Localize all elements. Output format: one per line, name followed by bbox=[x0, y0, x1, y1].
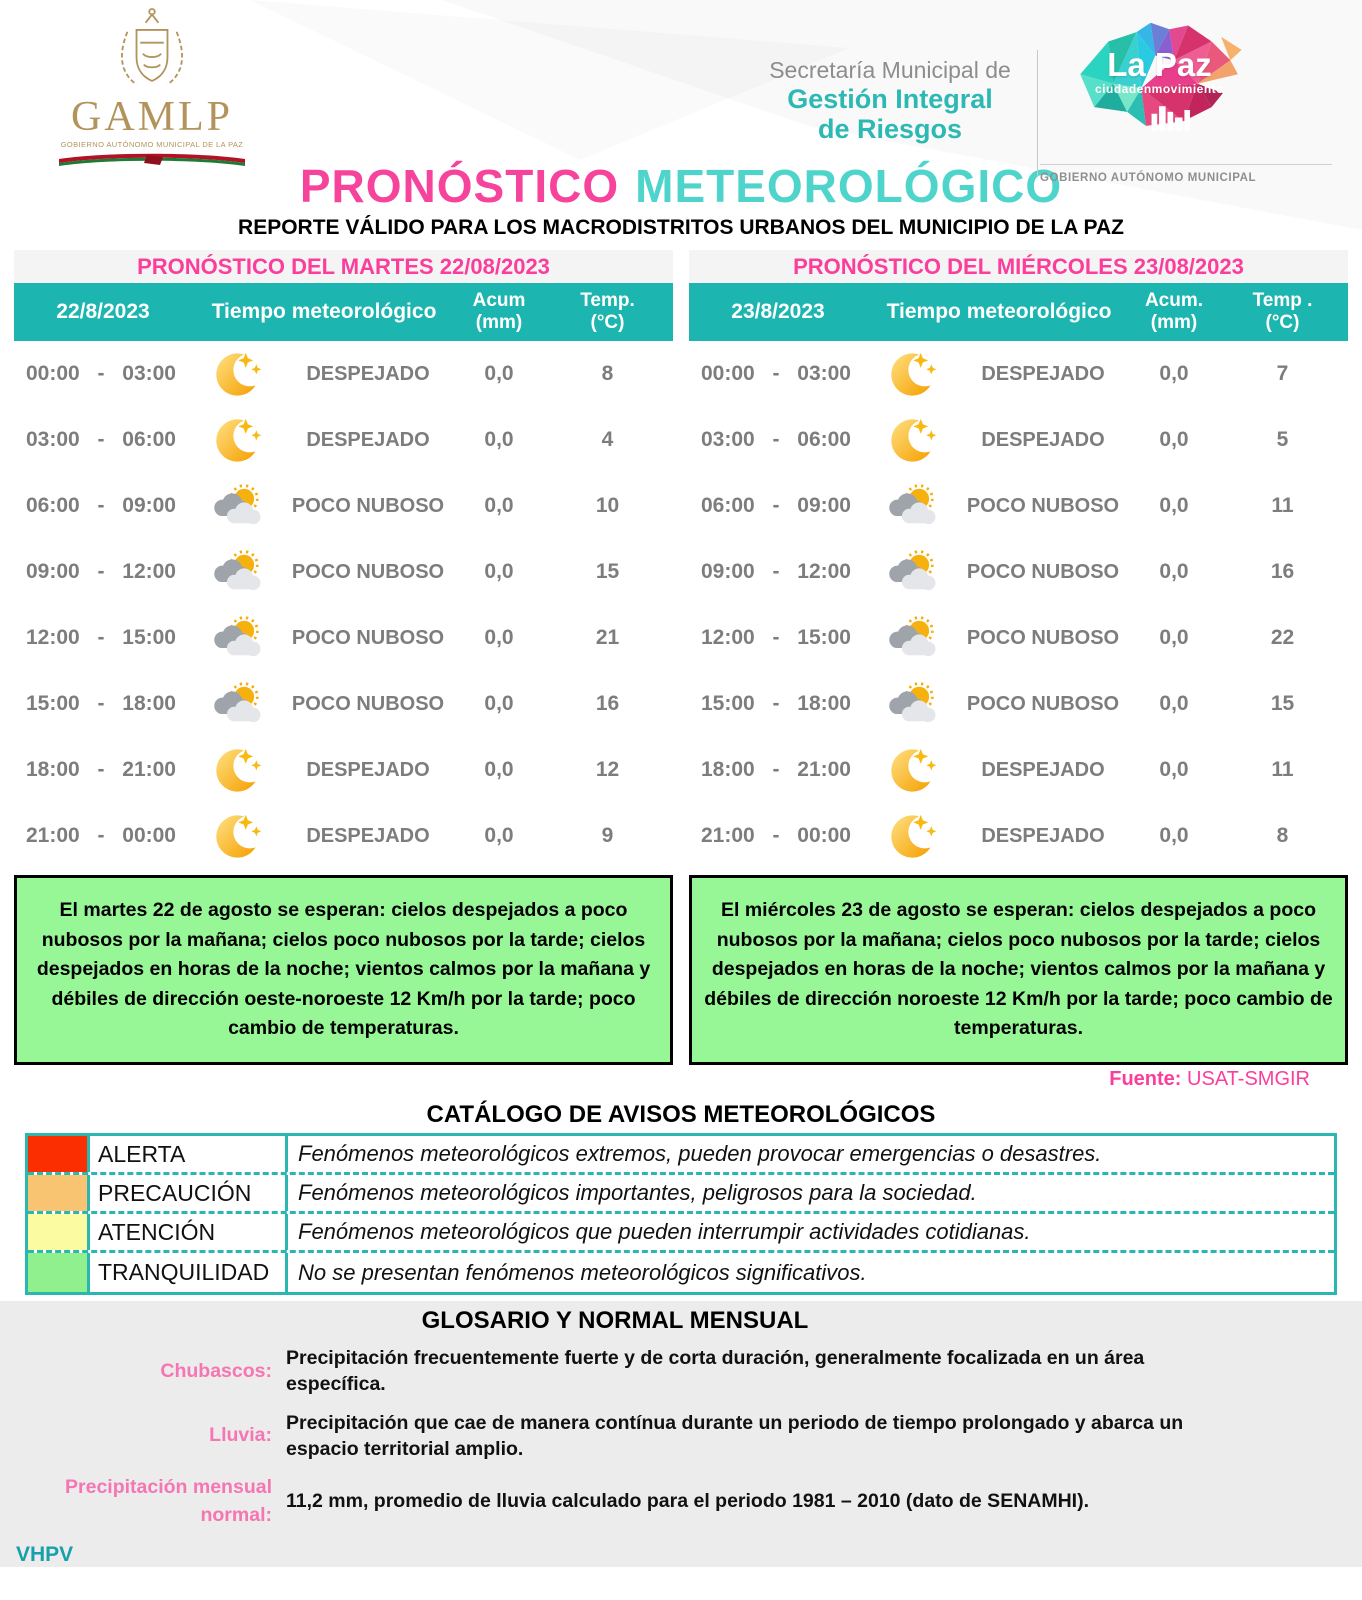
time-start: 18:00 bbox=[701, 758, 755, 781]
source-value: USAT-SMGIR bbox=[1187, 1068, 1310, 1090]
time-separator: - bbox=[772, 758, 780, 781]
forecast-column-wednesday bbox=[689, 250, 1348, 1065]
time-start: 06:00 bbox=[26, 494, 80, 517]
catalog-title: CATÁLOGO DE AVISOS METEOROLÓGICOS bbox=[426, 1101, 936, 1128]
weather-condition: POCO NUBOSO bbox=[291, 560, 445, 583]
page-title-part2: METEOROLÓGICO bbox=[635, 160, 1063, 212]
sun-clouds-icon bbox=[882, 681, 940, 727]
gobierno-caption: GOBIERNO AUTÓNOMO MUNICIPAL bbox=[1040, 164, 1332, 186]
time-range bbox=[689, 758, 867, 782]
time-end: 15:00 bbox=[122, 626, 176, 649]
weather-condition: DESPEJADO bbox=[306, 428, 430, 451]
summary-text: El martes 22 de agosto se esperan: cielos despejados a poco nubosos por la mañana; cielos poco nubosos por la tarde; cielos despejados en horas de la noche; vientos calmos por la mañana y débiles de dirección oeste-noroeste 12 Km/h por la tarde; poco cambio de temperaturas. bbox=[36, 898, 651, 1040]
temperature: 8 bbox=[1276, 824, 1289, 847]
alert-level-swatch bbox=[28, 1136, 90, 1172]
glossary-term: Lluvia: bbox=[209, 1424, 272, 1447]
weather-icon bbox=[867, 803, 955, 869]
weather-condition: DESPEJADO bbox=[981, 758, 1105, 781]
accumulated-precipitation: 0,0 bbox=[1159, 428, 1189, 451]
table-row bbox=[689, 341, 1348, 407]
glossary-entry bbox=[0, 1410, 1362, 1463]
weather-icon bbox=[192, 605, 280, 671]
forecast-table-wednesday bbox=[689, 283, 1348, 869]
time-start: 21:00 bbox=[26, 824, 80, 847]
weather-condition: POCO NUBOSO bbox=[966, 494, 1120, 517]
time-start: 21:00 bbox=[701, 824, 755, 847]
moon-stars-icon bbox=[210, 349, 262, 399]
time-separator: - bbox=[97, 758, 105, 781]
alert-level-description: Fenómenos meteorológicos importantes, peligrosos para la sociedad. bbox=[298, 1180, 977, 1205]
time-end: 00:00 bbox=[122, 824, 176, 847]
glossary-definition: Precipitación que cae de manera contínua durante un periodo de tiempo prolongado y abarca un espacio territorial amplio. bbox=[286, 1411, 1184, 1460]
weather-condition: POCO NUBOSO bbox=[966, 692, 1120, 715]
weather-icon bbox=[192, 341, 280, 407]
table-row bbox=[14, 341, 673, 407]
header-divider bbox=[1037, 50, 1038, 176]
sun-clouds-icon bbox=[207, 549, 265, 595]
weather-icon bbox=[867, 737, 955, 803]
accumulated-precipitation: 0,0 bbox=[1159, 362, 1189, 385]
secretaria-line2: Gestión Integral bbox=[787, 83, 993, 114]
lapaz-title: La Paz bbox=[1107, 46, 1212, 83]
table-row bbox=[689, 671, 1348, 737]
weather-icon bbox=[192, 737, 280, 803]
moon-stars-icon bbox=[210, 811, 262, 861]
time-range bbox=[689, 428, 867, 452]
sun-clouds-icon bbox=[207, 483, 265, 529]
time-end: 03:00 bbox=[797, 362, 851, 385]
weather-icon bbox=[867, 671, 955, 737]
weather-condition: DESPEJADO bbox=[306, 362, 430, 385]
time-start: 06:00 bbox=[701, 494, 755, 517]
table-row bbox=[689, 407, 1348, 473]
weather-condition: POCO NUBOSO bbox=[291, 692, 445, 715]
time-start: 18:00 bbox=[26, 758, 80, 781]
time-separator: - bbox=[772, 494, 780, 517]
time-start: 00:00 bbox=[701, 362, 755, 385]
weather-icon bbox=[867, 473, 955, 539]
author-initials: VHPV bbox=[16, 1542, 74, 1566]
source-label: Fuente: bbox=[1109, 1068, 1182, 1090]
accumulated-precipitation: 0,0 bbox=[1159, 758, 1189, 781]
secretaria-line3: de Riesgos bbox=[817, 113, 963, 144]
column-header-acum: Acum (mm) bbox=[472, 290, 526, 333]
temperature: 21 bbox=[595, 626, 620, 649]
temperature: 16 bbox=[595, 692, 620, 715]
time-separator: - bbox=[97, 362, 105, 385]
temperature: 8 bbox=[601, 362, 614, 385]
weather-icon bbox=[192, 803, 280, 869]
catalog-row bbox=[28, 1253, 1334, 1292]
table-row bbox=[689, 539, 1348, 605]
time-range bbox=[14, 428, 192, 452]
time-range bbox=[14, 362, 192, 386]
forecast-table-tuesday bbox=[14, 283, 673, 869]
glossary-entries bbox=[0, 1345, 1362, 1529]
glossary-term: Precipitación mensual normal: bbox=[65, 1476, 272, 1526]
time-end: 18:00 bbox=[797, 692, 851, 715]
accumulated-precipitation: 0,0 bbox=[484, 428, 514, 451]
catalog-row bbox=[28, 1214, 1334, 1253]
weather-condition: POCO NUBOSO bbox=[966, 560, 1120, 583]
sun-clouds-icon bbox=[207, 615, 265, 661]
table-row bbox=[14, 605, 673, 671]
moon-stars-icon bbox=[885, 415, 937, 465]
time-range bbox=[689, 824, 867, 848]
weather-icon bbox=[867, 539, 955, 605]
alert-level-description: Fenómenos meteorológicos extremos, pueden provocar emergencias o desastres. bbox=[298, 1141, 1102, 1166]
glossary-entry bbox=[0, 1345, 1362, 1398]
table-body bbox=[14, 341, 673, 869]
time-start: 03:00 bbox=[26, 428, 80, 451]
accumulated-precipitation: 0,0 bbox=[484, 758, 514, 781]
column-header-acum: Acum. (mm) bbox=[1144, 290, 1204, 333]
time-end: 12:00 bbox=[797, 560, 851, 583]
catalog-row bbox=[28, 1136, 1334, 1175]
temperature: 4 bbox=[601, 428, 614, 451]
time-separator: - bbox=[97, 692, 105, 715]
time-separator: - bbox=[772, 692, 780, 715]
table-body bbox=[689, 341, 1348, 869]
weather-icon bbox=[192, 671, 280, 737]
glossary-definition: Precipitación frecuentemente fuerte y de corta duración, generalmente focalizada en un área específica. bbox=[286, 1347, 1145, 1396]
time-range bbox=[14, 824, 192, 848]
moon-stars-icon bbox=[210, 745, 262, 795]
lapaz-logo bbox=[1052, 18, 1267, 140]
temperature: 11 bbox=[1271, 758, 1294, 781]
alert-level-swatch bbox=[28, 1214, 90, 1250]
time-separator: - bbox=[772, 626, 780, 649]
forecast-grid bbox=[14, 250, 1348, 1065]
glossary-title: GLOSARIO Y NORMAL MENSUAL bbox=[421, 1307, 809, 1334]
time-separator: - bbox=[772, 362, 780, 385]
accumulated-precipitation: 0,0 bbox=[484, 362, 514, 385]
summary-text: El miércoles 23 de agosto se esperan: cielos despejados a poco nubosos por la mañana; cielos poco nubosos por la tarde; cielos despejados en horas de la noche; vientos calmos por la mañana y débiles de dirección noroeste 12 Km/h por la tarde; poco cambio de temperaturas. bbox=[704, 898, 1333, 1040]
section-title-tuesday: PRONÓSTICO DEL MARTES 22/08/2023 bbox=[14, 250, 673, 283]
table-row bbox=[14, 737, 673, 803]
secretaria-line1: Secretaría Municipal de bbox=[769, 57, 1011, 83]
time-range bbox=[689, 494, 867, 518]
time-separator: - bbox=[97, 626, 105, 649]
table-row bbox=[689, 737, 1348, 803]
alert-level-label: ALERTA bbox=[90, 1136, 288, 1172]
accumulated-precipitation: 0,0 bbox=[484, 560, 514, 583]
forecast-column-tuesday bbox=[14, 250, 673, 1065]
summary-box-tuesday bbox=[14, 875, 673, 1065]
time-start: 09:00 bbox=[701, 560, 755, 583]
weather-condition: DESPEJADO bbox=[981, 362, 1105, 385]
alert-level-description: Fenómenos meteorológicos que pueden interrumpir actividades cotidianas. bbox=[298, 1219, 1031, 1244]
weather-icon bbox=[867, 605, 955, 671]
time-end: 03:00 bbox=[122, 362, 176, 385]
time-end: 21:00 bbox=[797, 758, 851, 781]
table-row bbox=[14, 671, 673, 737]
sun-clouds-icon bbox=[882, 483, 940, 529]
sun-clouds-icon bbox=[882, 549, 940, 595]
time-range bbox=[14, 626, 192, 650]
accumulated-precipitation: 0,0 bbox=[1159, 494, 1189, 517]
accumulated-precipitation: 0,0 bbox=[484, 626, 514, 649]
accumulated-precipitation: 0,0 bbox=[1159, 692, 1189, 715]
time-range bbox=[14, 494, 192, 518]
column-header-date: 23/8/2023 bbox=[731, 300, 825, 323]
time-range bbox=[689, 560, 867, 584]
time-end: 15:00 bbox=[797, 626, 851, 649]
temperature: 11 bbox=[1271, 494, 1294, 517]
column-header-date: 22/8/2023 bbox=[56, 300, 150, 323]
weather-icon bbox=[867, 407, 955, 473]
time-end: 09:00 bbox=[797, 494, 851, 517]
temperature: 16 bbox=[1270, 560, 1295, 583]
temperature: 12 bbox=[595, 758, 620, 781]
column-header-weather: Tiempo meteorológico bbox=[886, 300, 1112, 323]
time-end: 12:00 bbox=[122, 560, 176, 583]
glossary-definition: 11,2 mm, promedio de lluvia calculado para el periodo 1981 – 2010 (dato de SENAMHI). bbox=[286, 1490, 1090, 1513]
accumulated-precipitation: 0,0 bbox=[484, 494, 514, 517]
weather-icon bbox=[867, 341, 955, 407]
gamlp-wordmark: GAMLP bbox=[70, 94, 234, 140]
weather-condition: DESPEJADO bbox=[981, 428, 1105, 451]
time-start: 12:00 bbox=[26, 626, 80, 649]
column-header-temp: Temp . (°C) bbox=[1252, 290, 1313, 333]
time-start: 15:00 bbox=[26, 692, 80, 715]
table-row bbox=[14, 407, 673, 473]
table-row bbox=[689, 473, 1348, 539]
temperature: 22 bbox=[1270, 626, 1295, 649]
temperature: 15 bbox=[1270, 692, 1295, 715]
time-range bbox=[14, 560, 192, 584]
temperature: 10 bbox=[595, 494, 620, 517]
sun-clouds-icon bbox=[882, 615, 940, 661]
weather-icon bbox=[192, 473, 280, 539]
gamlp-ribbon-icon bbox=[57, 151, 247, 169]
gamlp-logo bbox=[52, 4, 252, 169]
weather-condition: DESPEJADO bbox=[981, 824, 1105, 847]
glossary-term: Chubascos: bbox=[160, 1359, 272, 1382]
section-title-wednesday: PRONÓSTICO DEL MIÉRCOLES 23/08/2023 bbox=[689, 250, 1348, 283]
table-row bbox=[14, 473, 673, 539]
time-end: 18:00 bbox=[122, 692, 176, 715]
moon-stars-icon bbox=[210, 415, 262, 465]
time-start: 00:00 bbox=[26, 362, 80, 385]
report-subtitle: REPORTE VÁLIDO PARA LOS MACRODISTRITOS URBANOS DEL MUNICIPIO DE LA PAZ bbox=[238, 216, 1124, 239]
table-row bbox=[14, 539, 673, 605]
temperature: 9 bbox=[601, 824, 614, 847]
table-header bbox=[689, 283, 1348, 341]
alert-level-label: ATENCIÓN bbox=[90, 1214, 288, 1250]
weather-condition: POCO NUBOSO bbox=[291, 494, 445, 517]
weather-condition: DESPEJADO bbox=[306, 824, 430, 847]
time-start: 15:00 bbox=[701, 692, 755, 715]
time-start: 12:00 bbox=[701, 626, 755, 649]
accumulated-precipitation: 0,0 bbox=[1159, 560, 1189, 583]
gamlp-crest-icon bbox=[111, 4, 193, 96]
temperature: 15 bbox=[595, 560, 620, 583]
time-separator: - bbox=[97, 494, 105, 517]
column-header-weather: Tiempo meteorológico bbox=[211, 300, 437, 323]
time-separator: - bbox=[772, 560, 780, 583]
accumulated-precipitation: 0,0 bbox=[1159, 824, 1189, 847]
accumulated-precipitation: 0,0 bbox=[484, 692, 514, 715]
temperature: 7 bbox=[1276, 362, 1289, 385]
alert-level-label: TRANQUILIDAD bbox=[90, 1253, 288, 1292]
table-header bbox=[14, 283, 673, 341]
table-row bbox=[14, 803, 673, 869]
time-end: 21:00 bbox=[122, 758, 176, 781]
time-range bbox=[689, 626, 867, 650]
alert-level-description: No se presentan fenómenos meteorológicos significativos. bbox=[298, 1259, 867, 1285]
time-start: 03:00 bbox=[701, 428, 755, 451]
accumulated-precipitation: 0,0 bbox=[484, 824, 514, 847]
time-separator: - bbox=[97, 560, 105, 583]
weather-icon bbox=[192, 539, 280, 605]
page-header bbox=[0, 0, 1362, 184]
time-separator: - bbox=[97, 824, 105, 847]
accumulated-precipitation: 0,0 bbox=[1159, 626, 1189, 649]
time-start: 09:00 bbox=[26, 560, 80, 583]
weather-condition: POCO NUBOSO bbox=[291, 626, 445, 649]
weather-condition: DESPEJADO bbox=[306, 758, 430, 781]
weather-icon bbox=[192, 407, 280, 473]
summary-box-wednesday bbox=[689, 875, 1348, 1065]
time-separator: - bbox=[97, 428, 105, 451]
source-line bbox=[0, 1065, 1362, 1095]
catalog-row bbox=[28, 1175, 1334, 1214]
sun-clouds-icon bbox=[207, 681, 265, 727]
weather-condition: POCO NUBOSO bbox=[966, 626, 1120, 649]
moon-stars-icon bbox=[885, 349, 937, 399]
glossary-section bbox=[0, 1301, 1362, 1567]
time-separator: - bbox=[772, 428, 780, 451]
time-separator: - bbox=[772, 824, 780, 847]
time-range bbox=[689, 692, 867, 716]
temperature: 5 bbox=[1276, 428, 1289, 451]
alert-level-swatch bbox=[28, 1253, 90, 1292]
gamlp-subtitle: GOBIERNO AUTÓNOMO MUNICIPAL DE LA PAZ bbox=[60, 140, 244, 149]
page-title-part1: PRONÓSTICO bbox=[299, 160, 620, 212]
time-end: 00:00 bbox=[797, 824, 851, 847]
moon-stars-icon bbox=[885, 811, 937, 861]
table-row bbox=[689, 605, 1348, 671]
column-header-temp: Temp. (°C) bbox=[580, 290, 635, 333]
time-range bbox=[14, 758, 192, 782]
time-end: 09:00 bbox=[122, 494, 176, 517]
alert-level-swatch bbox=[28, 1175, 90, 1211]
time-end: 06:00 bbox=[122, 428, 176, 451]
lapaz-caption: ciudadenmovimiento bbox=[1094, 82, 1225, 96]
glossary-entry bbox=[0, 1474, 1362, 1529]
alert-catalog-table bbox=[25, 1133, 1337, 1295]
time-range bbox=[689, 362, 867, 386]
alert-level-label: PRECAUCIÓN bbox=[90, 1175, 288, 1211]
table-row bbox=[689, 803, 1348, 869]
lapaz-text bbox=[1065, 48, 1255, 96]
time-range bbox=[14, 692, 192, 716]
time-end: 06:00 bbox=[797, 428, 851, 451]
moon-stars-icon bbox=[885, 745, 937, 795]
secretaria-block bbox=[735, 58, 1045, 144]
